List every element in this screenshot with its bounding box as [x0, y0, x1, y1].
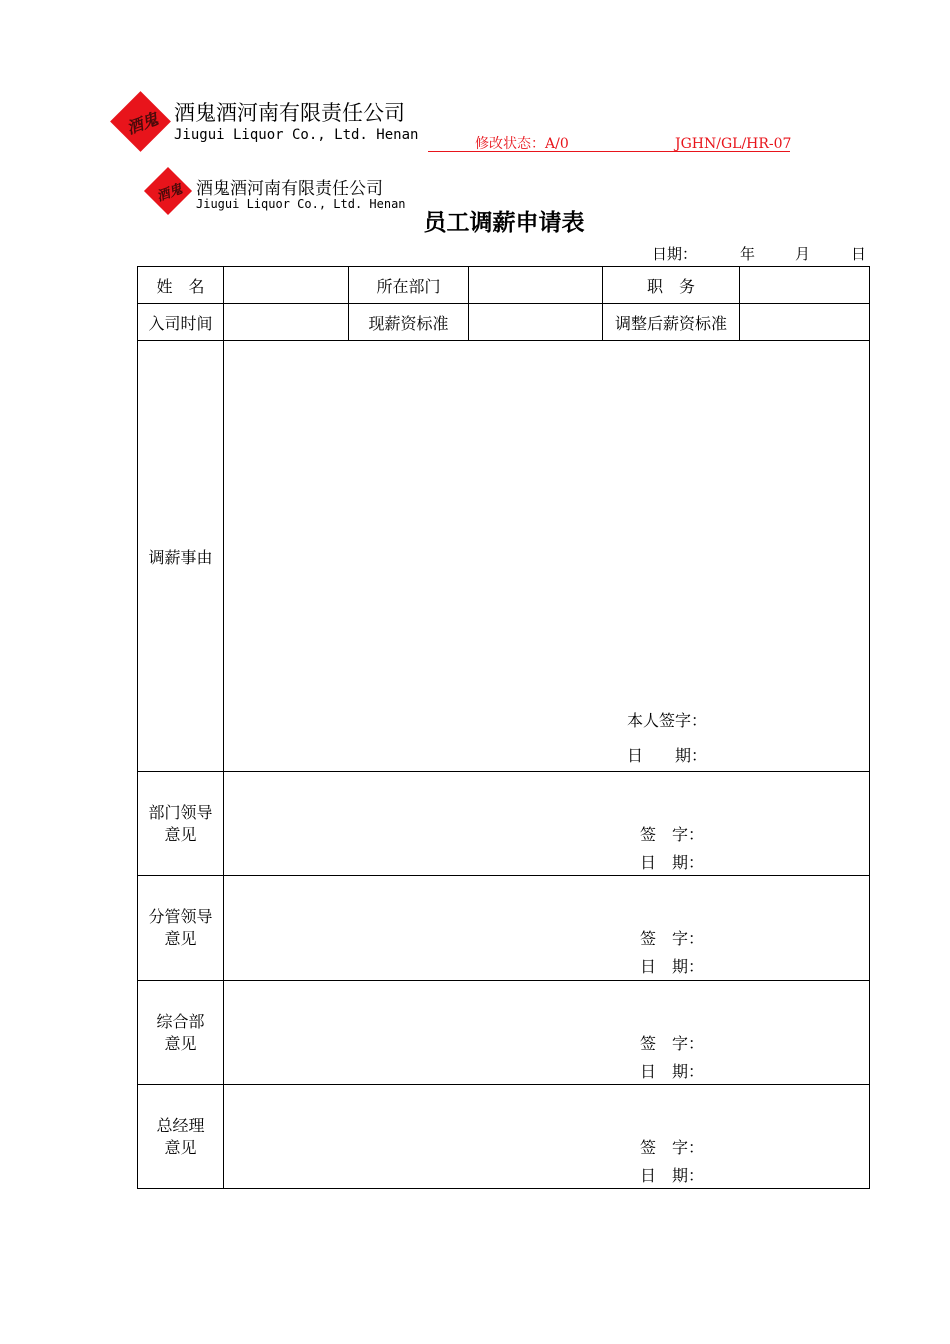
date-label: 日 期： [640, 1166, 705, 1185]
date-label: 日 期： [640, 853, 705, 872]
sign-label: 签 字： [640, 929, 705, 948]
department-field[interactable] [469, 267, 603, 304]
position-field[interactable] [740, 267, 870, 304]
opinion-label-line2: 意见 [164, 929, 197, 948]
company-name-cn: 酒鬼酒河南有限责任公司 [174, 101, 405, 125]
general-dept-opinion-label [138, 981, 224, 1085]
date-day: 日 [851, 245, 867, 263]
adjusted-salary-field[interactable] [740, 304, 870, 341]
opinion-cell [224, 981, 869, 1084]
opinion-label-line2: 意见 [164, 824, 197, 844]
opinion-cell [224, 772, 869, 875]
opinion-label-line1: 分管领导 [148, 907, 213, 926]
opinion-label-line1: 部门领导 [148, 802, 213, 822]
general-dept-opinion-field[interactable] [224, 981, 870, 1085]
sign-label: 签 字： [640, 1138, 705, 1157]
reason-label: 调薪事由 [138, 341, 224, 772]
reason-cell [224, 341, 869, 771]
current-salary-label: 现薪资标准 [349, 304, 469, 341]
sign-label: 签 字： [640, 1034, 705, 1053]
opinion-cell [224, 876, 869, 980]
adjusted-salary-label: 调整后薪资标准 [603, 304, 740, 341]
salary-adjustment-form [137, 266, 870, 1189]
date-label: 日期： [652, 245, 698, 263]
opinion-label-line1: 综合部 [156, 1011, 205, 1031]
company-name-cn: 酒鬼酒河南有限责任公司 [196, 179, 383, 199]
department-label: 所在部门 [349, 267, 469, 304]
company-name-en: Jiugui Liquor Co., Ltd. Henan [174, 127, 419, 143]
revision-line [428, 137, 790, 152]
date-label: 日 期： [640, 1062, 705, 1081]
opinion-label-line2: 意见 [164, 1033, 197, 1053]
hire-date-label: 入司时间 [138, 304, 224, 341]
dept-leader-opinion-field[interactable] [224, 772, 870, 876]
form-title: 员工调薪申请表 [423, 210, 585, 236]
company-logo-main [112, 93, 442, 153]
current-salary-field[interactable] [469, 304, 603, 341]
dept-leader-opinion-label [138, 772, 224, 876]
general-manager-opinion-field[interactable] [224, 1085, 870, 1189]
opinion-label-line1: 总经理 [156, 1115, 205, 1135]
supervising-leader-opinion-label [138, 876, 224, 981]
reason-field[interactable] [224, 341, 870, 772]
date-year: 年 [740, 245, 756, 263]
position-label: 职 务 [603, 267, 740, 304]
sign-label: 签 字： [640, 825, 705, 844]
date-month: 月 [795, 245, 811, 263]
hire-date-field[interactable] [224, 304, 349, 341]
logo-seal-text: 酒鬼 [154, 181, 185, 205]
opinion-cell [224, 1085, 869, 1188]
general-manager-opinion-label [138, 1085, 224, 1189]
revision-status: 修改状态：A/0 [475, 136, 569, 152]
document-code: JGHN/GL/HR-07 [675, 136, 792, 152]
company-name-en: Jiugui Liquor Co., Ltd. Henan [196, 197, 406, 211]
self-date-label: 日 期： [627, 746, 708, 765]
supervising-leader-opinion-field[interactable] [224, 876, 870, 981]
name-label: 姓 名 [138, 267, 224, 304]
name-field[interactable] [224, 267, 349, 304]
self-signature-label: 本人签字： [627, 711, 708, 730]
logo-seal-text: 酒鬼 [124, 109, 161, 138]
opinion-label-line2: 意见 [164, 1137, 197, 1157]
date-label: 日 期： [640, 957, 705, 976]
